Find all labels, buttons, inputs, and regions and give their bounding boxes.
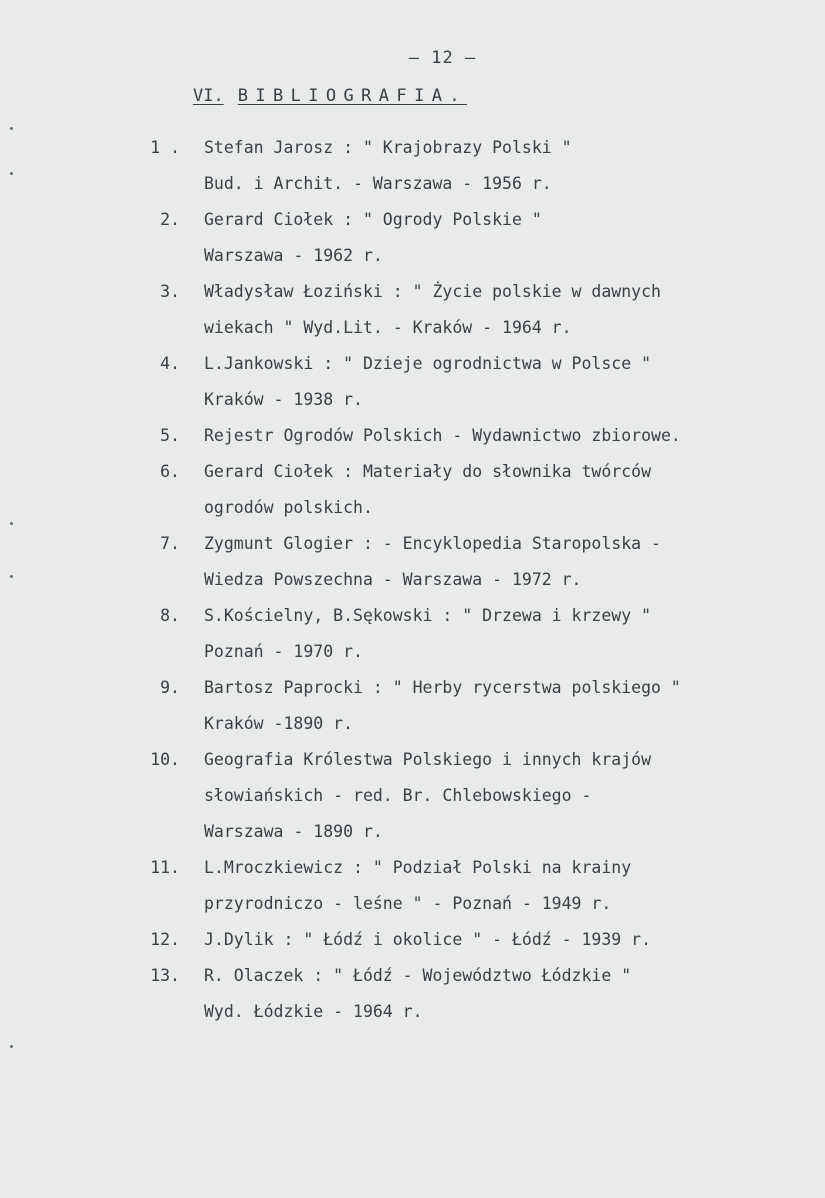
item-text-line: L.Jankowski : " Dzieje ogrodnictwa w Polsce " (204, 354, 652, 373)
item-number: 2. (160, 210, 180, 229)
item-number: 1 . (150, 138, 180, 157)
bibliography-item (0, 958, 825, 1030)
item-number: 7. (160, 534, 180, 553)
item-text-line: Bartosz Paprocki : " Herby rycerstwa polskiego " (204, 678, 681, 697)
item-text-line: słowiańskich - red. Br. Chlebowskiego - (204, 786, 592, 805)
section-title: BIBLIOGRAFIA. (237, 86, 467, 106)
bibliography-item (0, 850, 825, 922)
bibliography-item (0, 922, 825, 958)
item-text-line: ogrodów polskich. (204, 498, 373, 517)
margin-mark (10, 172, 13, 175)
item-number: 9. (160, 678, 180, 697)
item-number: 10. (150, 750, 180, 769)
bibliography-item (0, 418, 825, 454)
section-heading (193, 86, 467, 106)
item-text-line: Gerard Ciołek : " Ogrody Polskie " (204, 210, 542, 229)
bibliography-item (0, 130, 825, 202)
item-text-line: J.Dylik : " Łódź i okolice " - Łódź - 1939 r. (204, 930, 652, 949)
item-text-line: Rejestr Ogrodów Polskich - Wydawnictwo zbiorowe. (204, 426, 681, 445)
item-number: 6. (160, 462, 180, 481)
item-number: 12. (150, 930, 180, 949)
page-number: — 12 — (408, 48, 477, 68)
item-text-line: Zygmunt Glogier : - Encyklopedia Staropolska - (204, 534, 661, 553)
item-text-line: Gerard Ciołek : Materiały do słownika twórców (204, 462, 652, 481)
margin-mark (10, 1045, 13, 1048)
bibliography-item (0, 346, 825, 418)
bibliography-item (0, 526, 825, 598)
item-number: 5. (160, 426, 180, 445)
item-text-line: S.Kościelny, B.Sękowski : " Drzewa i krzewy " (204, 606, 652, 625)
item-number: 11. (150, 858, 180, 877)
bibliography-item (0, 274, 825, 346)
item-text-line: Kraków -1890 r. (204, 714, 354, 733)
bibliography-item (0, 670, 825, 742)
margin-mark (10, 127, 13, 130)
item-text-line: Wiedza Powszechna - Warszawa - 1972 r. (204, 570, 582, 589)
item-number: 13. (150, 966, 180, 985)
item-text-line: Wyd. Łódzkie - 1964 r. (204, 1002, 423, 1021)
item-text-line: L.Mroczkiewicz : " Podział Polski na krainy (204, 858, 632, 877)
margin-mark (10, 522, 13, 525)
item-text-line: Warszawa - 1962 r. (204, 246, 383, 265)
bibliography-item (0, 202, 825, 274)
item-text-line: Bud. i Archit. - Warszawa - 1956 r. (204, 174, 552, 193)
bibliography-item (0, 598, 825, 670)
item-number: 4. (160, 354, 180, 373)
section-number: VI. (193, 86, 224, 106)
item-text-line: Warszawa - 1890 r. (204, 822, 383, 841)
item-text-line: Stefan Jarosz : " Krajobrazy Polski " (204, 138, 572, 157)
margin-mark (10, 575, 13, 578)
item-text-line: Władysław Łoziński : " Życie polskie w dawnych (204, 282, 661, 301)
item-number: 3. (160, 282, 180, 301)
item-text-line: Kraków - 1938 r. (204, 390, 363, 409)
item-text-line: przyrodniczo - leśne " - Poznań - 1949 r. (204, 894, 612, 913)
bibliography-item (0, 454, 825, 526)
item-text-line: Poznań - 1970 r. (204, 642, 363, 661)
item-text-line: R. Olaczek : " Łódź - Województwo Łódzkie " (204, 966, 632, 985)
item-text-line: wiekach " Wyd.Lit. - Kraków - 1964 r. (204, 318, 572, 337)
bibliography-item (0, 742, 825, 850)
item-text-line: Geografia Królestwa Polskiego i innych krajów (204, 750, 652, 769)
item-number: 8. (160, 606, 180, 625)
